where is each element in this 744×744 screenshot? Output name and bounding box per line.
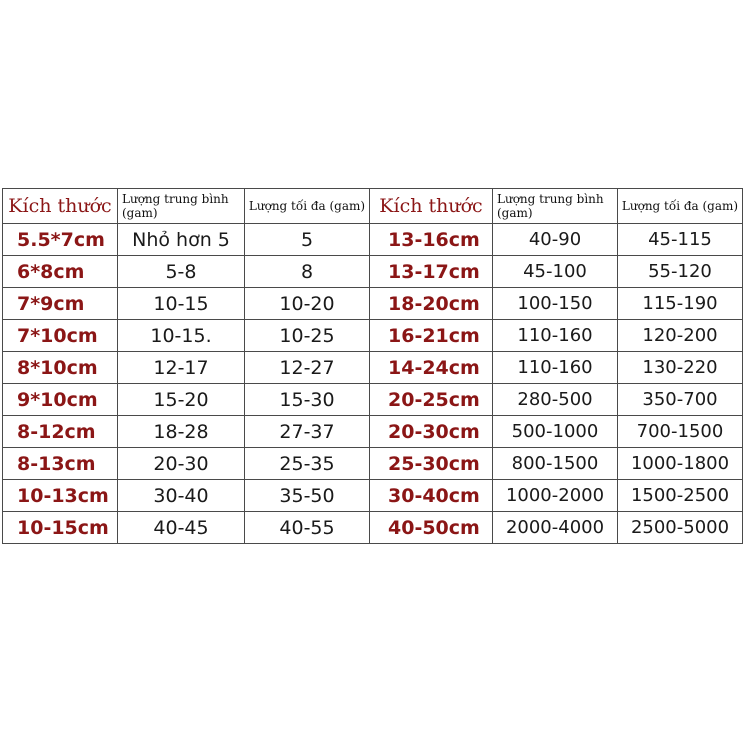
left-avg-cell: 40-45 (118, 512, 245, 544)
table-row (3, 352, 743, 384)
right-avg-cell: 40-90 (493, 224, 618, 256)
right-size-cell: 25-30cm (370, 448, 493, 480)
left-avg-cell: 10-15. (118, 320, 245, 352)
left-avg-cell: 5-8 (118, 256, 245, 288)
left-max-cell: 25-35 (245, 448, 370, 480)
table-row (3, 416, 743, 448)
table-row (3, 448, 743, 480)
left-size-cell: 9*10cm (3, 384, 118, 416)
header-size-right: Kích thước (370, 189, 493, 224)
header-avg-right-line2: (gam) (497, 206, 533, 220)
right-avg-cell: 110-160 (493, 320, 618, 352)
right-avg-cell: 2000-4000 (493, 512, 618, 544)
left-size-cell: 10-13cm (3, 480, 118, 512)
left-size-cell: 6*8cm (3, 256, 118, 288)
left-max-cell: 12-27 (245, 352, 370, 384)
right-max-cell: 1500-2500 (618, 480, 743, 512)
left-max-cell: 15-30 (245, 384, 370, 416)
right-size-cell: 14-24cm (370, 352, 493, 384)
right-max-cell: 115-190 (618, 288, 743, 320)
left-max-cell: 10-20 (245, 288, 370, 320)
header-max-right: Lượng tối đa (gam) (618, 189, 743, 224)
table-header (3, 189, 743, 224)
table-row (3, 512, 743, 544)
header-avg-right-line1: Lượng trung bình (497, 192, 604, 206)
table-row (3, 320, 743, 352)
right-avg-cell: 280-500 (493, 384, 618, 416)
header-avg-left-line1: Lượng trung bình (122, 192, 229, 206)
right-max-cell: 350-700 (618, 384, 743, 416)
right-size-cell: 16-21cm (370, 320, 493, 352)
header-max-left: Lượng tối đa (gam) (245, 189, 370, 224)
right-size-cell: 13-17cm (370, 256, 493, 288)
right-avg-cell: 800-1500 (493, 448, 618, 480)
right-avg-cell: 100-150 (493, 288, 618, 320)
right-size-cell: 20-25cm (370, 384, 493, 416)
right-avg-cell: 110-160 (493, 352, 618, 384)
right-max-cell: 1000-1800 (618, 448, 743, 480)
right-avg-cell: 1000-2000 (493, 480, 618, 512)
left-avg-cell: 10-15 (118, 288, 245, 320)
left-size-cell: 7*9cm (3, 288, 118, 320)
table-row (3, 256, 743, 288)
right-max-cell: 55-120 (618, 256, 743, 288)
left-avg-cell: 12-17 (118, 352, 245, 384)
right-size-cell: 20-30cm (370, 416, 493, 448)
left-avg-cell: 20-30 (118, 448, 245, 480)
right-max-cell: 700-1500 (618, 416, 743, 448)
left-size-cell: 8*10cm (3, 352, 118, 384)
left-size-cell: 10-15cm (3, 512, 118, 544)
size-weight-table (2, 188, 743, 544)
right-size-cell: 18-20cm (370, 288, 493, 320)
header-avg-left-line2: (gam) (122, 206, 158, 220)
right-size-cell: 40-50cm (370, 512, 493, 544)
table-body (3, 224, 743, 544)
left-max-cell: 8 (245, 256, 370, 288)
left-size-cell: 8-13cm (3, 448, 118, 480)
left-max-cell: 5 (245, 224, 370, 256)
left-size-cell: 5.5*7cm (3, 224, 118, 256)
left-avg-cell: 30-40 (118, 480, 245, 512)
table-row (3, 224, 743, 256)
table-row (3, 384, 743, 416)
left-max-cell: 27-37 (245, 416, 370, 448)
left-max-cell: 40-55 (245, 512, 370, 544)
table-row (3, 288, 743, 320)
left-size-cell: 7*10cm (3, 320, 118, 352)
left-avg-cell: Nhỏ hơn 5 (118, 224, 245, 256)
header-avg-right (493, 189, 618, 224)
right-avg-cell: 45-100 (493, 256, 618, 288)
table-row (3, 480, 743, 512)
right-max-cell: 120-200 (618, 320, 743, 352)
right-max-cell: 2500-5000 (618, 512, 743, 544)
header-size-left: Kích thước (3, 189, 118, 224)
right-max-cell: 45-115 (618, 224, 743, 256)
right-size-cell: 13-16cm (370, 224, 493, 256)
left-size-cell: 8-12cm (3, 416, 118, 448)
right-size-cell: 30-40cm (370, 480, 493, 512)
left-max-cell: 35-50 (245, 480, 370, 512)
header-avg-left (118, 189, 245, 224)
left-avg-cell: 18-28 (118, 416, 245, 448)
left-max-cell: 10-25 (245, 320, 370, 352)
right-avg-cell: 500-1000 (493, 416, 618, 448)
left-avg-cell: 15-20 (118, 384, 245, 416)
right-max-cell: 130-220 (618, 352, 743, 384)
header-row (3, 189, 743, 224)
